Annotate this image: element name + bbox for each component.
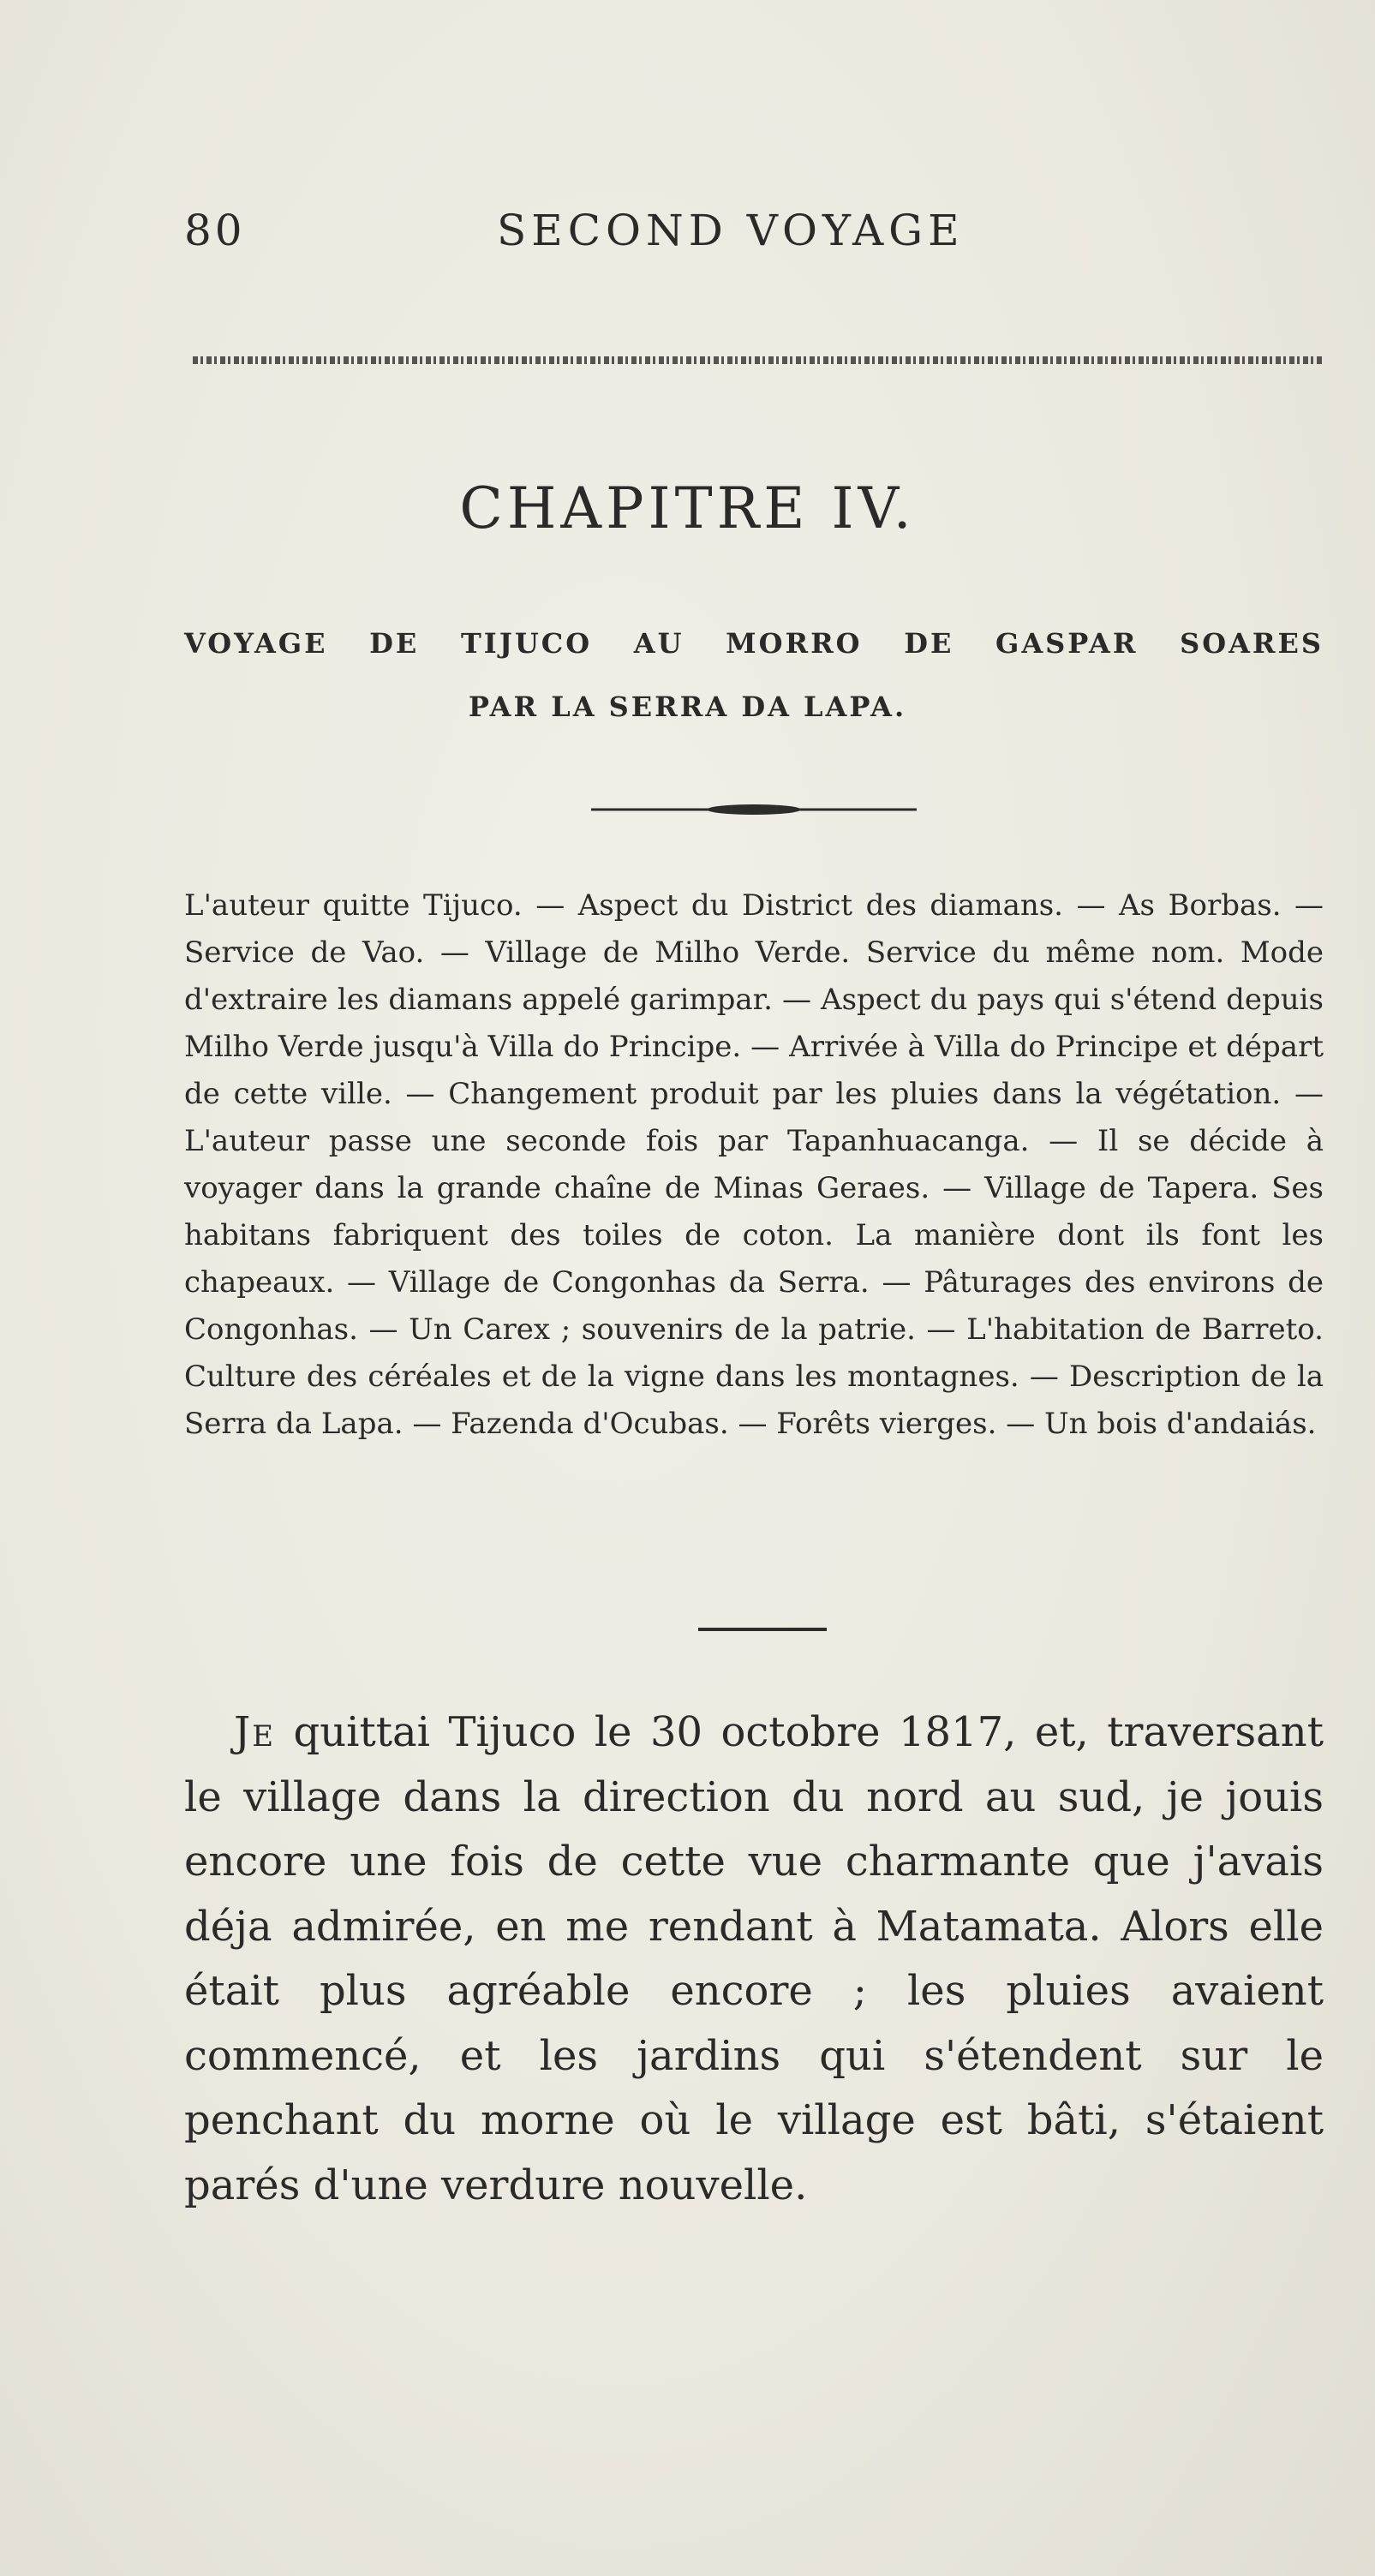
opening-word: Je bbox=[234, 1708, 276, 1756]
page-number: 80 bbox=[184, 206, 246, 255]
page-header bbox=[184, 206, 1191, 274]
chapter-title: CHAPITRE IV. bbox=[459, 475, 916, 541]
summary-text: L'auteur quitte Tijuco. — Aspect du District des diamans. — As Borbas. — Service de Vao. — Village de Milho Verde. Service du même nom. Mode d'extraire les diamans appelé garimpar. — Aspect du pays qui s'étend depuis Milho Verde jusqu'à Villa do Principe. — Arrivée à Villa do Principe et départ de cette ville. — Changement produit par les pluies dans la végétation. — L'auteur passe une seconde fois par Tapanhuacanga. — Il se décide à voyager dans la grande chaîne de Minas Geraes. — Village de Tapera. Ses habitans fabriquent des toiles de coton. La manière dont ils font les chapeaux. — Village de Congonhas da Serra. — Pâturages des environs de Congonhas. — Un Carex ; souvenirs de la patrie. — L'habitation de Barreto. Culture des céréales et de la vigne dans les montagnes. — Description de la Serra da Lapa. — Fazenda d'Ocubas. — Forêts vierges. — Un bois d'andaiás. bbox=[184, 888, 1324, 1441]
running-title: SECOND VOYAGE bbox=[497, 206, 965, 255]
chapter-subtitle-line-2: PAR LA SERRA DA LAPA. bbox=[468, 690, 907, 723]
ornamental-rule bbox=[193, 351, 1324, 368]
flourish-divider bbox=[591, 804, 917, 816]
chapter-summary bbox=[184, 882, 1324, 1448]
body-text bbox=[184, 1700, 1324, 2218]
paragraph-text: quittai Tijuco le 30 octobre 1817, et, traversant le village dans la direction du nord au sud, je jouis encore une fois de cette vue charmante que j'avais déja admirée, en me rendant à Matamata. Alors elle était plus agréable encore ; les pluies avaient commencé, et les jardins qui s'étendent sur le penchant du morne où le village est bâti, s'étaient parés d'une verdure nouvelle. bbox=[184, 1708, 1324, 2209]
short-divider bbox=[698, 1628, 827, 1631]
body-paragraph bbox=[184, 1700, 1324, 2218]
chapter-subtitle-line-1: VOYAGE DE TIJUCO AU MORRO DE GASPAR SOARES bbox=[184, 627, 1324, 660]
